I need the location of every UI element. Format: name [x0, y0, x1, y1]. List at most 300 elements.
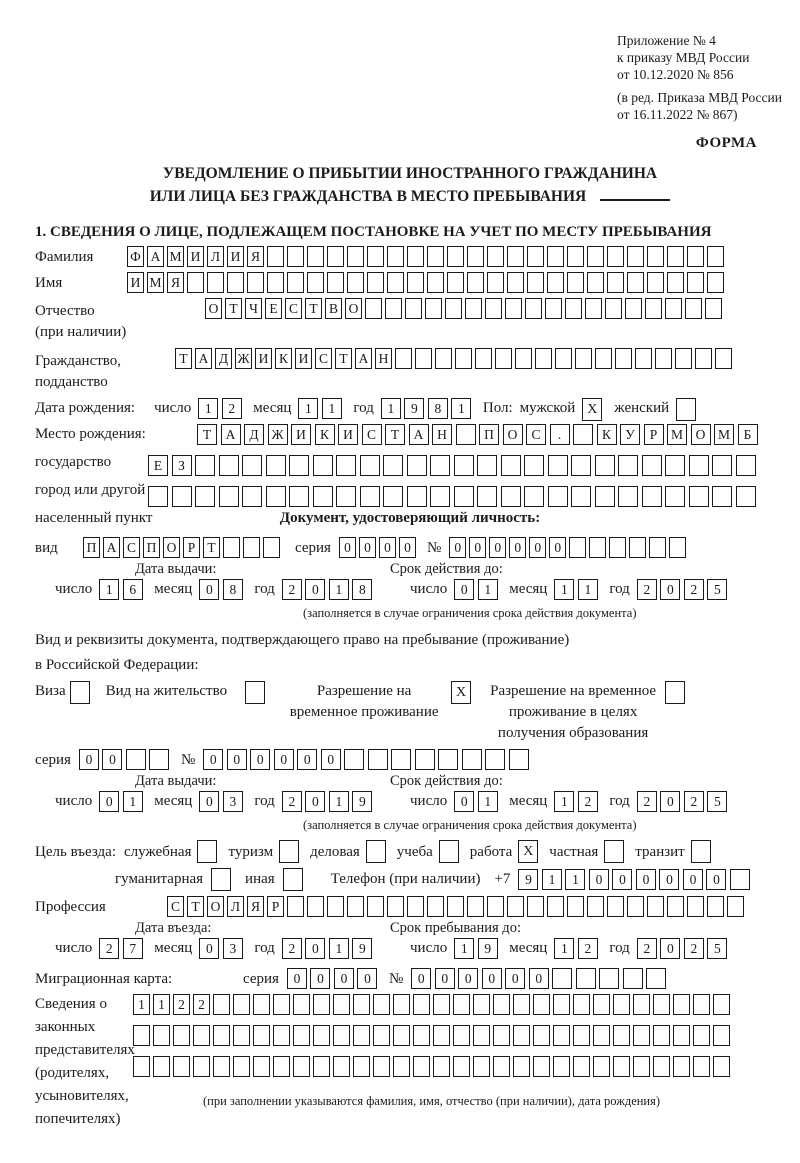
char-cell[interactable]: [383, 486, 403, 507]
char-cell[interactable]: С: [526, 424, 546, 445]
char-cell[interactable]: [368, 749, 388, 770]
char-cell[interactable]: [477, 486, 497, 507]
char-cell[interactable]: [453, 1025, 470, 1046]
char-cell[interactable]: 0: [589, 869, 609, 890]
char-cell[interactable]: З: [172, 455, 192, 476]
char-cell[interactable]: [445, 298, 462, 319]
char-cell[interactable]: [545, 298, 562, 319]
char-cell[interactable]: И: [227, 246, 244, 267]
char-cell[interactable]: С: [362, 424, 382, 445]
char-cell[interactable]: [266, 486, 286, 507]
char-cell[interactable]: 0: [489, 537, 506, 558]
char-cell[interactable]: [293, 1025, 310, 1046]
char-cell[interactable]: О: [345, 298, 362, 319]
char-cell[interactable]: [242, 455, 262, 476]
char-cell[interactable]: [353, 1056, 370, 1077]
char-cell[interactable]: И: [295, 348, 312, 369]
char-cell[interactable]: 0: [683, 869, 703, 890]
char-cell[interactable]: [633, 1025, 650, 1046]
char-cell[interactable]: 6: [123, 579, 143, 600]
char-cell[interactable]: [533, 1025, 550, 1046]
residence-permit-checkbox[interactable]: [245, 681, 265, 704]
char-cell[interactable]: [367, 246, 384, 267]
char-cell[interactable]: 0: [339, 537, 356, 558]
char-cell[interactable]: 1: [565, 869, 585, 890]
char-cell[interactable]: [618, 486, 638, 507]
char-cell[interactable]: 2: [282, 791, 302, 812]
char-cell[interactable]: И: [255, 348, 272, 369]
char-cell[interactable]: [387, 246, 404, 267]
char-cell[interactable]: 0: [297, 749, 317, 770]
char-cell[interactable]: 0: [449, 537, 466, 558]
char-cell[interactable]: Т: [225, 298, 242, 319]
char-cell[interactable]: [627, 272, 644, 293]
char-cell[interactable]: [485, 298, 502, 319]
char-cell[interactable]: 8: [428, 398, 448, 419]
female-checkbox[interactable]: [676, 398, 696, 421]
char-cell[interactable]: [605, 298, 622, 319]
char-cell[interactable]: Д: [244, 424, 264, 445]
char-cell[interactable]: 3: [223, 938, 243, 959]
char-cell[interactable]: [433, 1056, 450, 1077]
char-cell[interactable]: 0: [509, 537, 526, 558]
char-cell[interactable]: [367, 896, 384, 917]
char-cell[interactable]: [195, 455, 215, 476]
char-cell[interactable]: 0: [529, 537, 546, 558]
char-cell[interactable]: [413, 1025, 430, 1046]
char-cell[interactable]: 2: [282, 579, 302, 600]
char-cell[interactable]: 0: [359, 537, 376, 558]
char-cell[interactable]: [407, 246, 424, 267]
char-cell[interactable]: 2: [684, 791, 704, 812]
char-cell[interactable]: 0: [454, 579, 474, 600]
purpose-humanitarian-checkbox[interactable]: [211, 868, 231, 891]
char-cell[interactable]: С: [123, 537, 140, 558]
char-cell[interactable]: [615, 348, 632, 369]
char-cell[interactable]: [547, 896, 564, 917]
char-cell[interactable]: [553, 1056, 570, 1077]
char-cell[interactable]: 1: [478, 579, 498, 600]
char-cell[interactable]: [289, 455, 309, 476]
char-cell[interactable]: [609, 537, 626, 558]
char-cell[interactable]: [293, 1056, 310, 1077]
char-cell[interactable]: [736, 486, 756, 507]
char-cell[interactable]: [736, 455, 756, 476]
char-cell[interactable]: [415, 348, 432, 369]
char-cell[interactable]: Н: [432, 424, 452, 445]
char-cell[interactable]: [465, 298, 482, 319]
char-cell[interactable]: 0: [274, 749, 294, 770]
char-cell[interactable]: М: [714, 424, 734, 445]
char-cell[interactable]: 0: [357, 968, 377, 989]
char-cell[interactable]: 2: [173, 994, 190, 1015]
char-cell[interactable]: 2: [578, 938, 598, 959]
char-cell[interactable]: [353, 994, 370, 1015]
char-cell[interactable]: [507, 246, 524, 267]
char-cell[interactable]: [667, 272, 684, 293]
char-cell[interactable]: 0: [379, 537, 396, 558]
char-cell[interactable]: [219, 455, 239, 476]
char-cell[interactable]: 1: [123, 791, 143, 812]
char-cell[interactable]: [360, 455, 380, 476]
char-cell[interactable]: [487, 896, 504, 917]
char-cell[interactable]: [227, 272, 244, 293]
char-cell[interactable]: [273, 1056, 290, 1077]
char-cell[interactable]: [393, 1056, 410, 1077]
char-cell[interactable]: [493, 994, 510, 1015]
char-cell[interactable]: [413, 994, 430, 1015]
char-cell[interactable]: Б: [738, 424, 758, 445]
char-cell[interactable]: [713, 1025, 730, 1046]
char-cell[interactable]: [493, 1056, 510, 1077]
char-cell[interactable]: [625, 298, 642, 319]
char-cell[interactable]: [213, 1025, 230, 1046]
char-cell[interactable]: К: [275, 348, 292, 369]
char-cell[interactable]: К: [315, 424, 335, 445]
char-cell[interactable]: 5: [707, 579, 727, 600]
char-cell[interactable]: М: [147, 272, 164, 293]
char-cell[interactable]: [673, 1025, 690, 1046]
char-cell[interactable]: [707, 246, 724, 267]
char-cell[interactable]: [438, 749, 458, 770]
char-cell[interactable]: [223, 537, 240, 558]
char-cell[interactable]: [553, 994, 570, 1015]
char-cell[interactable]: Ч: [245, 298, 262, 319]
char-cell[interactable]: И: [127, 272, 144, 293]
char-cell[interactable]: С: [315, 348, 332, 369]
char-cell[interactable]: 0: [227, 749, 247, 770]
char-cell[interactable]: 0: [482, 968, 502, 989]
char-cell[interactable]: 0: [660, 579, 680, 600]
char-cell[interactable]: [687, 896, 704, 917]
char-cell[interactable]: 0: [529, 968, 549, 989]
purpose-transit-checkbox[interactable]: [691, 840, 711, 863]
char-cell[interactable]: [413, 1056, 430, 1077]
char-cell[interactable]: [599, 968, 619, 989]
char-cell[interactable]: 1: [133, 994, 150, 1015]
char-cell[interactable]: Н: [375, 348, 392, 369]
char-cell[interactable]: [253, 1025, 270, 1046]
char-cell[interactable]: О: [163, 537, 180, 558]
char-cell[interactable]: [593, 994, 610, 1015]
char-cell[interactable]: [172, 486, 192, 507]
char-cell[interactable]: [689, 486, 709, 507]
char-cell[interactable]: 0: [305, 791, 325, 812]
char-cell[interactable]: [447, 272, 464, 293]
char-cell[interactable]: П: [143, 537, 160, 558]
char-cell[interactable]: [213, 994, 230, 1015]
char-cell[interactable]: [607, 272, 624, 293]
char-cell[interactable]: [487, 272, 504, 293]
char-cell[interactable]: [693, 994, 710, 1015]
char-cell[interactable]: [665, 486, 685, 507]
char-cell[interactable]: 1: [329, 938, 349, 959]
char-cell[interactable]: [395, 348, 412, 369]
char-cell[interactable]: [535, 348, 552, 369]
char-cell[interactable]: Т: [187, 896, 204, 917]
char-cell[interactable]: [253, 1056, 270, 1077]
char-cell[interactable]: [433, 994, 450, 1015]
char-cell[interactable]: [207, 272, 224, 293]
char-cell[interactable]: [447, 896, 464, 917]
char-cell[interactable]: [391, 749, 411, 770]
char-cell[interactable]: [133, 1056, 150, 1077]
char-cell[interactable]: [675, 348, 692, 369]
char-cell[interactable]: [595, 486, 615, 507]
char-cell[interactable]: [573, 1025, 590, 1046]
char-cell[interactable]: [513, 994, 530, 1015]
char-cell[interactable]: 0: [660, 938, 680, 959]
char-cell[interactable]: [367, 272, 384, 293]
char-cell[interactable]: [613, 1025, 630, 1046]
char-cell[interactable]: А: [195, 348, 212, 369]
char-cell[interactable]: [173, 1025, 190, 1046]
char-cell[interactable]: [715, 348, 732, 369]
char-cell[interactable]: Я: [247, 896, 264, 917]
char-cell[interactable]: 0: [435, 968, 455, 989]
char-cell[interactable]: [233, 994, 250, 1015]
char-cell[interactable]: 1: [153, 994, 170, 1015]
char-cell[interactable]: [462, 749, 482, 770]
char-cell[interactable]: 1: [329, 579, 349, 600]
char-cell[interactable]: [327, 896, 344, 917]
char-cell[interactable]: [712, 455, 732, 476]
char-cell[interactable]: О: [691, 424, 711, 445]
char-cell[interactable]: [647, 246, 664, 267]
char-cell[interactable]: 0: [549, 537, 566, 558]
char-cell[interactable]: [473, 1056, 490, 1077]
char-cell[interactable]: 2: [684, 938, 704, 959]
char-cell[interactable]: 0: [321, 749, 341, 770]
char-cell[interactable]: [453, 994, 470, 1015]
char-cell[interactable]: [287, 246, 304, 267]
char-cell[interactable]: У: [620, 424, 640, 445]
char-cell[interactable]: [195, 486, 215, 507]
temp-residence-education-checkbox[interactable]: [665, 681, 685, 704]
char-cell[interactable]: [407, 896, 424, 917]
char-cell[interactable]: 0: [411, 968, 431, 989]
char-cell[interactable]: [627, 246, 644, 267]
char-cell[interactable]: [287, 272, 304, 293]
char-cell[interactable]: [373, 1056, 390, 1077]
char-cell[interactable]: [126, 749, 146, 770]
char-cell[interactable]: [273, 1025, 290, 1046]
char-cell[interactable]: [571, 486, 591, 507]
char-cell[interactable]: Р: [183, 537, 200, 558]
char-cell[interactable]: [505, 298, 522, 319]
char-cell[interactable]: [393, 994, 410, 1015]
char-cell[interactable]: [585, 298, 602, 319]
char-cell[interactable]: [407, 272, 424, 293]
char-cell[interactable]: [553, 1025, 570, 1046]
char-cell[interactable]: [242, 486, 262, 507]
char-cell[interactable]: 0: [287, 968, 307, 989]
char-cell[interactable]: [467, 896, 484, 917]
char-cell[interactable]: [427, 896, 444, 917]
char-cell[interactable]: 1: [554, 791, 574, 812]
char-cell[interactable]: [524, 486, 544, 507]
char-cell[interactable]: [565, 298, 582, 319]
char-cell[interactable]: 2: [684, 579, 704, 600]
char-cell[interactable]: 9: [478, 938, 498, 959]
temp-residence-checkbox[interactable]: X: [451, 681, 471, 704]
char-cell[interactable]: 1: [451, 398, 471, 419]
char-cell[interactable]: [427, 246, 444, 267]
char-cell[interactable]: [627, 896, 644, 917]
char-cell[interactable]: 5: [707, 938, 727, 959]
char-cell[interactable]: [287, 896, 304, 917]
char-cell[interactable]: [642, 486, 662, 507]
char-cell[interactable]: [527, 272, 544, 293]
char-cell[interactable]: [527, 246, 544, 267]
char-cell[interactable]: П: [83, 537, 100, 558]
char-cell[interactable]: [455, 348, 472, 369]
char-cell[interactable]: 1: [542, 869, 562, 890]
char-cell[interactable]: 3: [223, 791, 243, 812]
char-cell[interactable]: [313, 994, 330, 1015]
char-cell[interactable]: [313, 486, 333, 507]
char-cell[interactable]: [589, 537, 606, 558]
char-cell[interactable]: [385, 298, 402, 319]
char-cell[interactable]: 0: [203, 749, 223, 770]
char-cell[interactable]: [571, 455, 591, 476]
char-cell[interactable]: [453, 1056, 470, 1077]
char-cell[interactable]: [713, 994, 730, 1015]
char-cell[interactable]: 9: [518, 869, 538, 890]
char-cell[interactable]: [456, 424, 476, 445]
char-cell[interactable]: Р: [267, 896, 284, 917]
char-cell[interactable]: [593, 1056, 610, 1077]
char-cell[interactable]: [673, 994, 690, 1015]
char-cell[interactable]: [665, 455, 685, 476]
char-cell[interactable]: В: [325, 298, 342, 319]
char-cell[interactable]: [233, 1025, 250, 1046]
char-cell[interactable]: 2: [222, 398, 242, 419]
char-cell[interactable]: [667, 246, 684, 267]
char-cell[interactable]: [607, 246, 624, 267]
char-cell[interactable]: [454, 486, 474, 507]
char-cell[interactable]: 1: [554, 579, 574, 600]
char-cell[interactable]: 0: [310, 968, 330, 989]
char-cell[interactable]: И: [338, 424, 358, 445]
char-cell[interactable]: [243, 537, 260, 558]
char-cell[interactable]: И: [187, 246, 204, 267]
char-cell[interactable]: [533, 994, 550, 1015]
char-cell[interactable]: [213, 1056, 230, 1077]
char-cell[interactable]: 8: [352, 579, 372, 600]
char-cell[interactable]: [567, 896, 584, 917]
char-cell[interactable]: 0: [706, 869, 726, 890]
char-cell[interactable]: [633, 1056, 650, 1077]
char-cell[interactable]: [383, 455, 403, 476]
char-cell[interactable]: [353, 1025, 370, 1046]
char-cell[interactable]: [623, 968, 643, 989]
char-cell[interactable]: [689, 455, 709, 476]
char-cell[interactable]: [387, 896, 404, 917]
char-cell[interactable]: [587, 896, 604, 917]
char-cell[interactable]: [473, 994, 490, 1015]
char-cell[interactable]: [613, 994, 630, 1015]
char-cell[interactable]: [573, 424, 593, 445]
char-cell[interactable]: Е: [148, 455, 168, 476]
char-cell[interactable]: 0: [458, 968, 478, 989]
char-cell[interactable]: 8: [223, 579, 243, 600]
char-cell[interactable]: [313, 1056, 330, 1077]
char-cell[interactable]: [567, 246, 584, 267]
char-cell[interactable]: [555, 348, 572, 369]
char-cell[interactable]: [705, 298, 722, 319]
char-cell[interactable]: [573, 994, 590, 1015]
char-cell[interactable]: [327, 246, 344, 267]
char-cell[interactable]: О: [503, 424, 523, 445]
char-cell[interactable]: [687, 272, 704, 293]
char-cell[interactable]: 0: [334, 968, 354, 989]
char-cell[interactable]: 0: [250, 749, 270, 770]
char-cell[interactable]: [524, 455, 544, 476]
char-cell[interactable]: 1: [198, 398, 218, 419]
char-cell[interactable]: [552, 968, 572, 989]
char-cell[interactable]: [344, 749, 364, 770]
char-cell[interactable]: [693, 1025, 710, 1046]
char-cell[interactable]: 1: [578, 579, 598, 600]
char-cell[interactable]: [153, 1056, 170, 1077]
char-cell[interactable]: [665, 298, 682, 319]
char-cell[interactable]: 1: [298, 398, 318, 419]
char-cell[interactable]: [495, 348, 512, 369]
char-cell[interactable]: А: [355, 348, 372, 369]
char-cell[interactable]: [273, 994, 290, 1015]
char-cell[interactable]: [307, 896, 324, 917]
char-cell[interactable]: 2: [637, 579, 657, 600]
char-cell[interactable]: [149, 749, 169, 770]
char-cell[interactable]: [467, 272, 484, 293]
char-cell[interactable]: Т: [197, 424, 217, 445]
char-cell[interactable]: Ф: [127, 246, 144, 267]
char-cell[interactable]: М: [167, 246, 184, 267]
char-cell[interactable]: 1: [329, 791, 349, 812]
char-cell[interactable]: [263, 537, 280, 558]
char-cell[interactable]: [730, 869, 750, 890]
char-cell[interactable]: [360, 486, 380, 507]
char-cell[interactable]: [587, 246, 604, 267]
char-cell[interactable]: 0: [99, 791, 119, 812]
char-cell[interactable]: 1: [99, 579, 119, 600]
char-cell[interactable]: [593, 1025, 610, 1046]
char-cell[interactable]: [347, 246, 364, 267]
char-cell[interactable]: [373, 1025, 390, 1046]
char-cell[interactable]: 0: [469, 537, 486, 558]
char-cell[interactable]: [587, 272, 604, 293]
char-cell[interactable]: [333, 1056, 350, 1077]
char-cell[interactable]: [713, 1056, 730, 1077]
char-cell[interactable]: [425, 298, 442, 319]
char-cell[interactable]: [707, 272, 724, 293]
char-cell[interactable]: [501, 455, 521, 476]
char-cell[interactable]: [687, 246, 704, 267]
char-cell[interactable]: [513, 1056, 530, 1077]
char-cell[interactable]: [653, 1025, 670, 1046]
char-cell[interactable]: [313, 1025, 330, 1046]
char-cell[interactable]: [407, 486, 427, 507]
char-cell[interactable]: 0: [305, 579, 325, 600]
char-cell[interactable]: [501, 486, 521, 507]
char-cell[interactable]: И: [291, 424, 311, 445]
char-cell[interactable]: [695, 348, 712, 369]
male-checkbox[interactable]: X: [582, 398, 602, 421]
char-cell[interactable]: [649, 537, 666, 558]
char-cell[interactable]: [547, 246, 564, 267]
char-cell[interactable]: [685, 298, 702, 319]
